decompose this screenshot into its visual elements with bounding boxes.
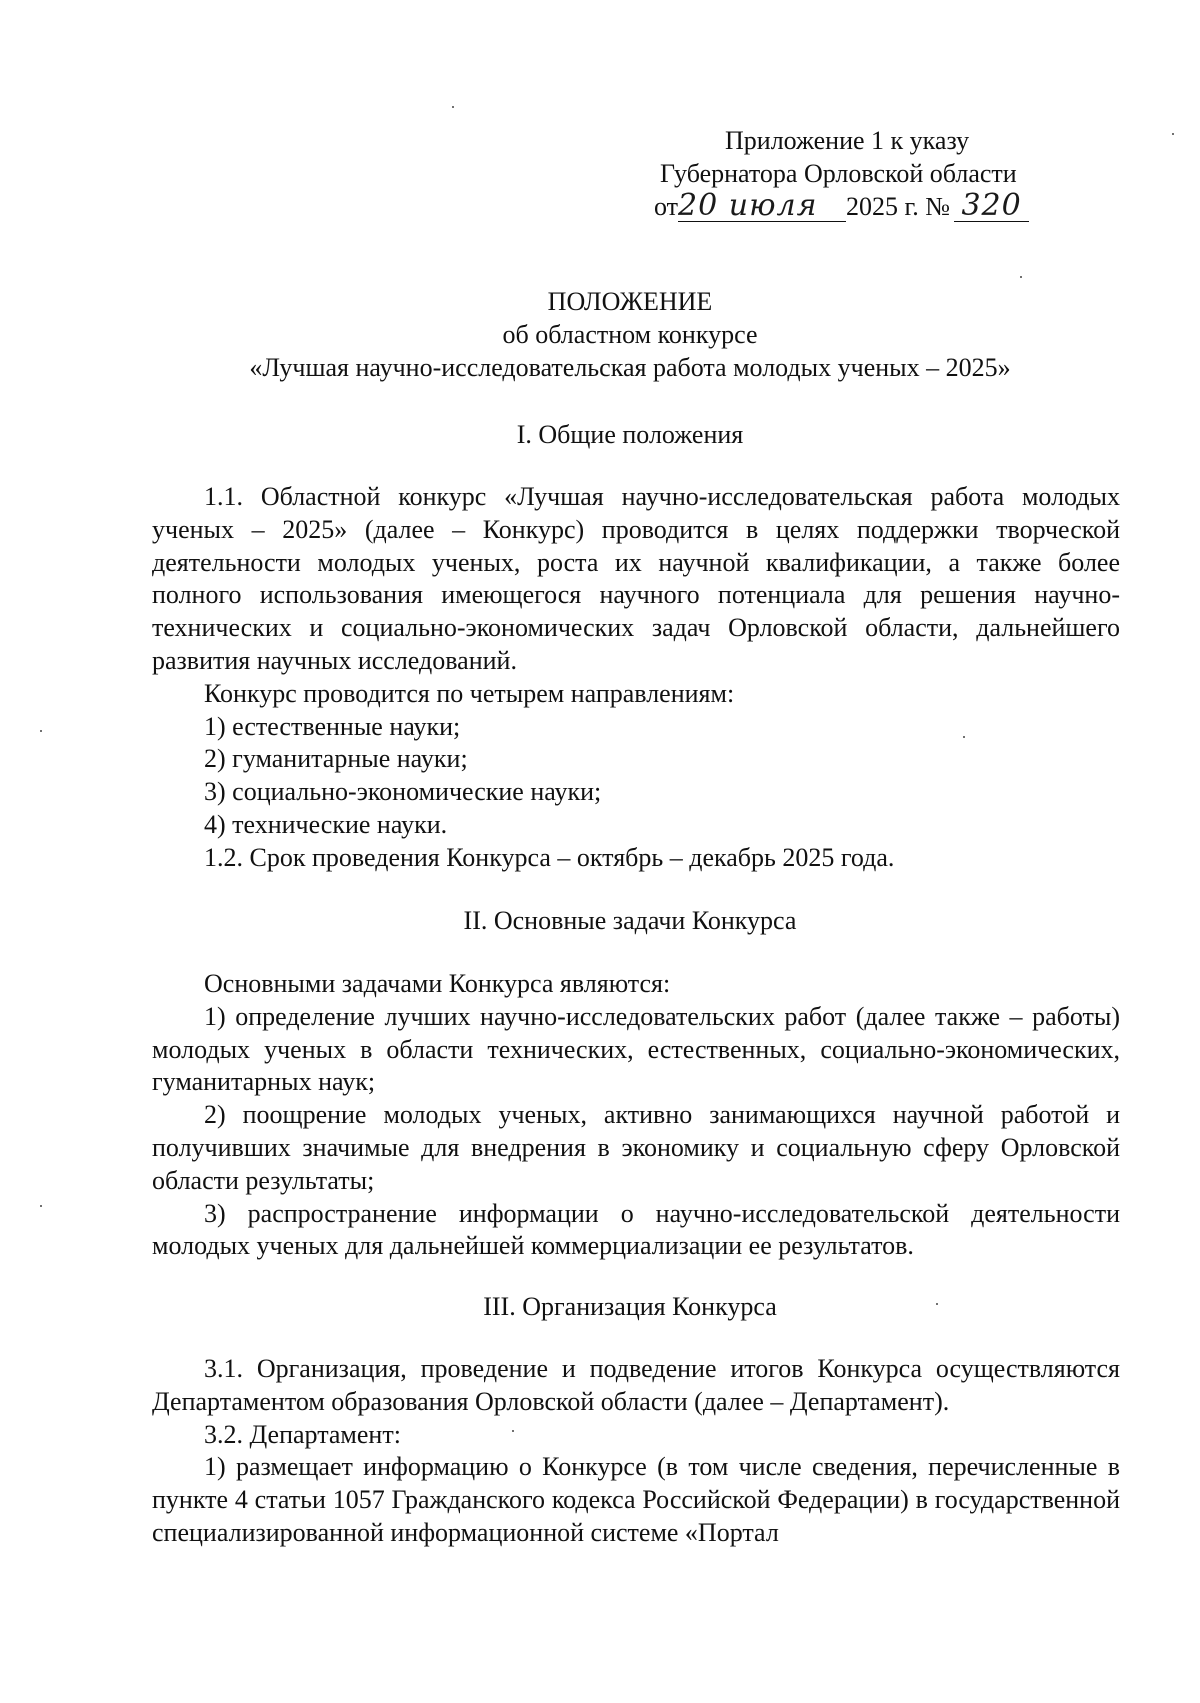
annex-line-2: Губернатора Орловской области bbox=[660, 159, 1017, 188]
title-sub-2: «Лучшая научно-исследовательская работа молодых ученых – 2025» bbox=[249, 353, 1011, 382]
scan-speck bbox=[512, 1430, 514, 1432]
list-item: 2) гуманитарные науки; bbox=[204, 744, 468, 774]
date-prefix: от bbox=[654, 192, 679, 221]
task-item-3: 3) распространение информации о научно-исследовательской деятельности молодых ученых для дальнейшей коммерциализации ее результатов. bbox=[152, 1198, 1120, 1261]
annex-header bbox=[640, 124, 1060, 223]
scan-speck bbox=[963, 736, 965, 738]
section-3-heading: III. Организация Конкурса bbox=[483, 1292, 777, 1321]
paragraph-3-2: 3.2. Департамент: bbox=[204, 1419, 401, 1449]
paragraph-directions-intro: Конкурс проводится по четырем направлениям: bbox=[204, 678, 735, 708]
annex-line-1: Приложение 1 к указу bbox=[725, 126, 970, 155]
paragraph-3-1: 3.1. Организация, проведение и подведение итогов Конкурса осуществляются Департаментом образования Орловской области (далее – Департамент). bbox=[152, 1354, 1120, 1416]
handwritten-number: 320 bbox=[954, 191, 1029, 222]
scan-speck bbox=[40, 730, 42, 732]
scan-speck bbox=[40, 1205, 42, 1207]
scan-speck bbox=[936, 1303, 938, 1305]
task-item-1: 1) определение лучших научно-исследовательских работ (далее также – работы) молодых ученых в области технических, естественных, социально-экономических, гуманитарных наук; bbox=[152, 1001, 1120, 1097]
scan-speck bbox=[1172, 133, 1174, 135]
task-item-2: 2) поощрение молодых ученых, активно занимающихся научной работой и получивших значимые для внедрения в экономику и социальную сферу Орловской области результаты; bbox=[152, 1100, 1120, 1195]
paragraph-1-2: 1.2. Срок проведения Конкурса – октябрь – декабрь 2025 года. bbox=[204, 842, 895, 872]
list-item: 3) социально-экономические науки; bbox=[204, 777, 602, 807]
document-title bbox=[0, 285, 1200, 384]
section-1-heading: I. Общие положения bbox=[516, 420, 744, 449]
section-3-body bbox=[152, 1353, 1120, 1550]
section-1-body bbox=[152, 481, 1120, 875]
scan-speck bbox=[1020, 276, 1022, 278]
title-sub-1: об областном конкурсе bbox=[502, 320, 758, 349]
title-main: ПОЛОЖЕНИЕ bbox=[547, 287, 713, 316]
scan-speck bbox=[452, 106, 454, 108]
list-item: 4) технические науки. bbox=[204, 809, 448, 839]
paragraph-tasks-intro: Основными задачами Конкурса являются: bbox=[204, 969, 671, 998]
year-and-number-label: 2025 г. № bbox=[846, 192, 951, 221]
list-item: 1) естественные науки; bbox=[204, 711, 461, 741]
paragraph-1-1: 1.1. Областной конкурс «Лучшая научно-исследовательская работа молодых ученых – 2025» (далее – Конкурс) проводится в целях поддержки творческой деятельности молодых ученых, роста их научной квалификации, а также более полного использования имеющегося научного потенциала для решения научно-технических и социально-экономических задач Орловской области, дальнейшего развития научных исследований. bbox=[152, 482, 1120, 675]
section-2-body bbox=[152, 968, 1120, 1263]
paragraph-3-2-item-1: 1) размещает информацию о Конкурсе (в том числе сведения, перечисленные в пункте 4 статьи 1057 Гражданского кодекса Российской Федерации) в государственной специализированной информационной системе «Портал bbox=[152, 1452, 1120, 1547]
handwritten-date: 20 июля bbox=[678, 191, 846, 222]
section-2-heading: II. Основные задачи Конкурса bbox=[463, 906, 797, 935]
annex-date-line bbox=[640, 190, 1060, 223]
